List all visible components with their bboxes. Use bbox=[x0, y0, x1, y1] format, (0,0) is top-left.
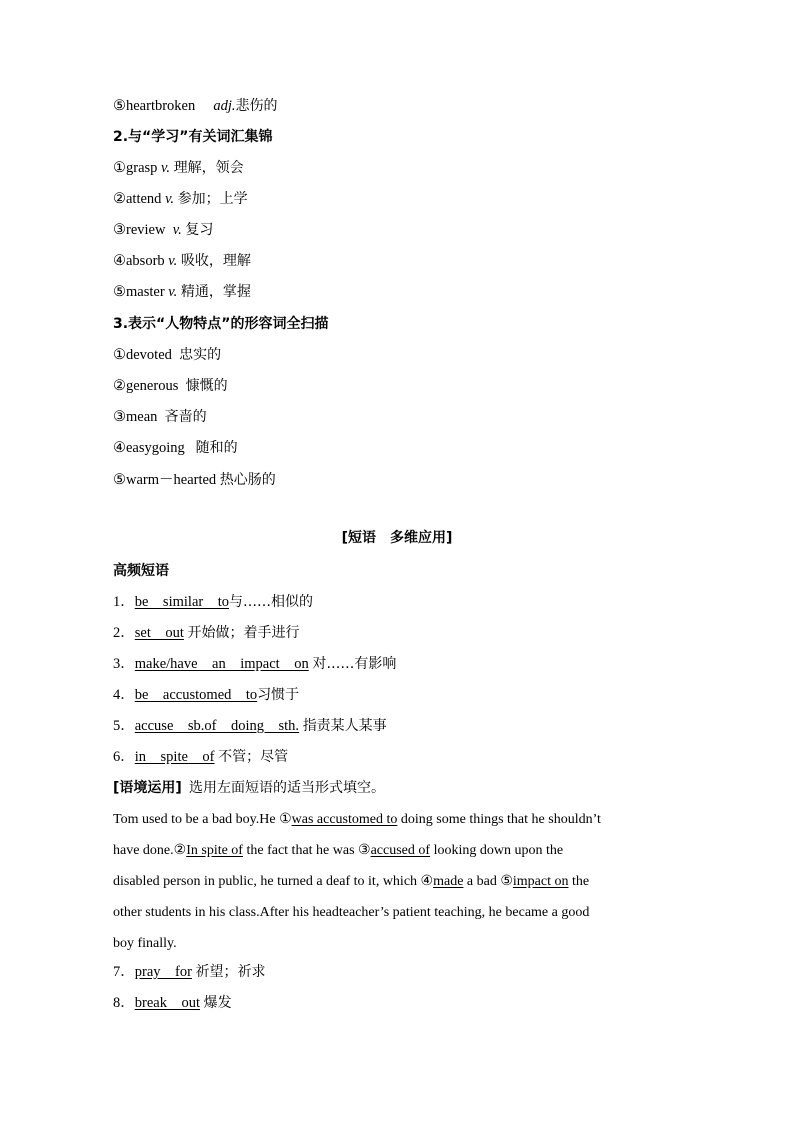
phrase: set out bbox=[134, 625, 184, 641]
passage-text: the fact that he was ③ bbox=[242, 843, 371, 858]
passage-text: a bad ⑤ bbox=[463, 874, 513, 889]
meaning: 悲伤的 bbox=[235, 98, 278, 114]
phrase-item-7 bbox=[113, 962, 266, 982]
meaning: 慷慨的 bbox=[185, 378, 228, 394]
vocab-item-master bbox=[113, 282, 251, 302]
item-number: ② bbox=[113, 378, 126, 394]
word: master bbox=[126, 284, 165, 300]
item-number: 6． bbox=[113, 749, 135, 765]
word: mean bbox=[126, 409, 158, 425]
meaning: 指责某人某事 bbox=[302, 718, 387, 734]
part-of-speech: v. bbox=[168, 253, 178, 269]
phrase: be accustomed to bbox=[134, 687, 258, 703]
phrases-subheading: 高频短语 bbox=[113, 563, 169, 579]
passage-text: have done.② bbox=[113, 843, 187, 858]
vocab-item-heartbroken bbox=[113, 96, 278, 116]
passage-text: doing some things that he shouldn’t bbox=[397, 812, 601, 827]
meaning: 热心肠的 bbox=[219, 472, 276, 488]
meaning: 忠实的 bbox=[179, 347, 222, 363]
meaning: 开始做；着手进行 bbox=[187, 625, 300, 641]
item-number: 5． bbox=[113, 718, 135, 734]
phrase: accuse sb.of doing sth. bbox=[134, 718, 300, 734]
word: heartbroken bbox=[126, 98, 196, 114]
word: attend bbox=[126, 191, 162, 207]
passage-line bbox=[113, 841, 693, 872]
item-number: ③ bbox=[113, 222, 126, 238]
word: grasp bbox=[126, 160, 158, 176]
item-number: ① bbox=[113, 160, 126, 176]
passage-line bbox=[113, 872, 693, 903]
passage-text: disabled person in public, he turned a deaf to it, which ④ bbox=[113, 874, 434, 889]
part-of-speech: v. bbox=[165, 191, 175, 207]
vocab-item-devoted bbox=[113, 345, 221, 365]
item-number: ② bbox=[113, 191, 126, 207]
answer-blank: was accustomed to bbox=[291, 812, 398, 827]
answer-blank: made bbox=[433, 874, 464, 889]
passage-text: boy finally. bbox=[113, 936, 177, 951]
word: review bbox=[126, 222, 166, 238]
word: generous bbox=[126, 378, 179, 394]
part-of-speech: v. bbox=[161, 160, 171, 176]
phrase-item-6 bbox=[113, 747, 288, 767]
meaning: 爆发 bbox=[203, 995, 232, 1011]
word: warm－hearted bbox=[126, 472, 217, 488]
item-number: ④ bbox=[113, 253, 126, 269]
part-of-speech: v. bbox=[172, 222, 182, 238]
phrase: in spite of bbox=[134, 749, 215, 765]
word: easygoing bbox=[126, 440, 185, 456]
answer-blank: accused of bbox=[370, 843, 431, 858]
phrase: be similar to bbox=[134, 594, 229, 610]
meaning: 吝啬的 bbox=[164, 409, 207, 425]
section-2-title: 2.与“学习”有关词汇集锦 bbox=[113, 129, 273, 145]
vocab-item-mean bbox=[113, 407, 207, 427]
item-number: ③ bbox=[113, 409, 126, 425]
item-number: 8． bbox=[113, 995, 135, 1011]
phrase-item-1 bbox=[113, 592, 313, 612]
vocab-item-attend bbox=[113, 189, 248, 209]
item-number: ⑤ bbox=[113, 98, 126, 114]
part-of-speech: v. bbox=[168, 284, 178, 300]
phrase-item-3 bbox=[113, 654, 396, 674]
passage-line bbox=[113, 810, 693, 841]
word: absorb bbox=[126, 253, 165, 269]
passage-text: the bbox=[568, 874, 590, 889]
passage-text: Tom used to be a bad boy.He ① bbox=[113, 812, 292, 827]
item-number: 4． bbox=[113, 687, 135, 703]
meaning: 不管；尽管 bbox=[218, 749, 289, 765]
passage-line bbox=[113, 934, 693, 965]
word: devoted bbox=[126, 347, 172, 363]
item-number: 7． bbox=[113, 964, 135, 980]
meaning: 习惯于 bbox=[257, 687, 300, 703]
vocab-item-warm-hearted bbox=[113, 470, 276, 490]
section-3-title: 3.表示“人物特点”的形容词全扫描 bbox=[113, 316, 329, 332]
answer-blank: In spite of bbox=[186, 843, 243, 858]
phrase-item-4 bbox=[113, 685, 299, 705]
item-number: 1． bbox=[113, 594, 135, 610]
vocab-item-generous bbox=[113, 376, 228, 396]
passage-line bbox=[113, 903, 693, 934]
item-number: ④ bbox=[113, 440, 126, 456]
context-instruction: 选用左面短语的适当形式填空。 bbox=[189, 780, 386, 796]
phrase-item-8 bbox=[113, 993, 232, 1013]
vocab-item-absorb bbox=[113, 251, 251, 271]
meaning: 精通，掌握 bbox=[180, 284, 251, 300]
meaning: 理解，领会 bbox=[173, 160, 244, 176]
phrase: pray for bbox=[134, 964, 192, 980]
vocab-item-review bbox=[113, 220, 213, 240]
meaning: 吸收，理解 bbox=[180, 253, 251, 269]
passage-text: looking down upon the bbox=[430, 843, 564, 858]
passage-text: other students in his class.After his headteacher’s patient teaching, he became a good bbox=[113, 905, 590, 920]
phrase: break out bbox=[134, 995, 200, 1011]
item-number: 3． bbox=[113, 656, 135, 672]
meaning: 对……有影响 bbox=[312, 656, 397, 672]
meaning: 与……相似的 bbox=[229, 594, 313, 610]
phrase-item-5 bbox=[113, 716, 387, 736]
meaning: 复习 bbox=[185, 222, 214, 238]
meaning: 祈望；祈求 bbox=[195, 964, 266, 980]
vocab-item-easygoing bbox=[113, 438, 238, 458]
context-passage bbox=[113, 810, 693, 965]
item-number: 2． bbox=[113, 625, 135, 641]
phrases-heading: [短语 多维应用] bbox=[341, 530, 453, 546]
meaning: 参加；上学 bbox=[177, 191, 248, 207]
context-instruction-line bbox=[113, 778, 385, 798]
phrase: make/have an impact on bbox=[134, 656, 309, 672]
meaning: 随和的 bbox=[195, 440, 238, 456]
phrase-item-2 bbox=[113, 623, 300, 643]
context-label: [语境运用] bbox=[113, 780, 182, 796]
item-number: ⑤ bbox=[113, 472, 126, 488]
item-number: ⑤ bbox=[113, 284, 126, 300]
part-of-speech: adj. bbox=[213, 98, 236, 114]
item-number: ① bbox=[113, 347, 126, 363]
answer-blank: impact on bbox=[512, 874, 569, 889]
vocab-item-grasp bbox=[113, 158, 244, 178]
